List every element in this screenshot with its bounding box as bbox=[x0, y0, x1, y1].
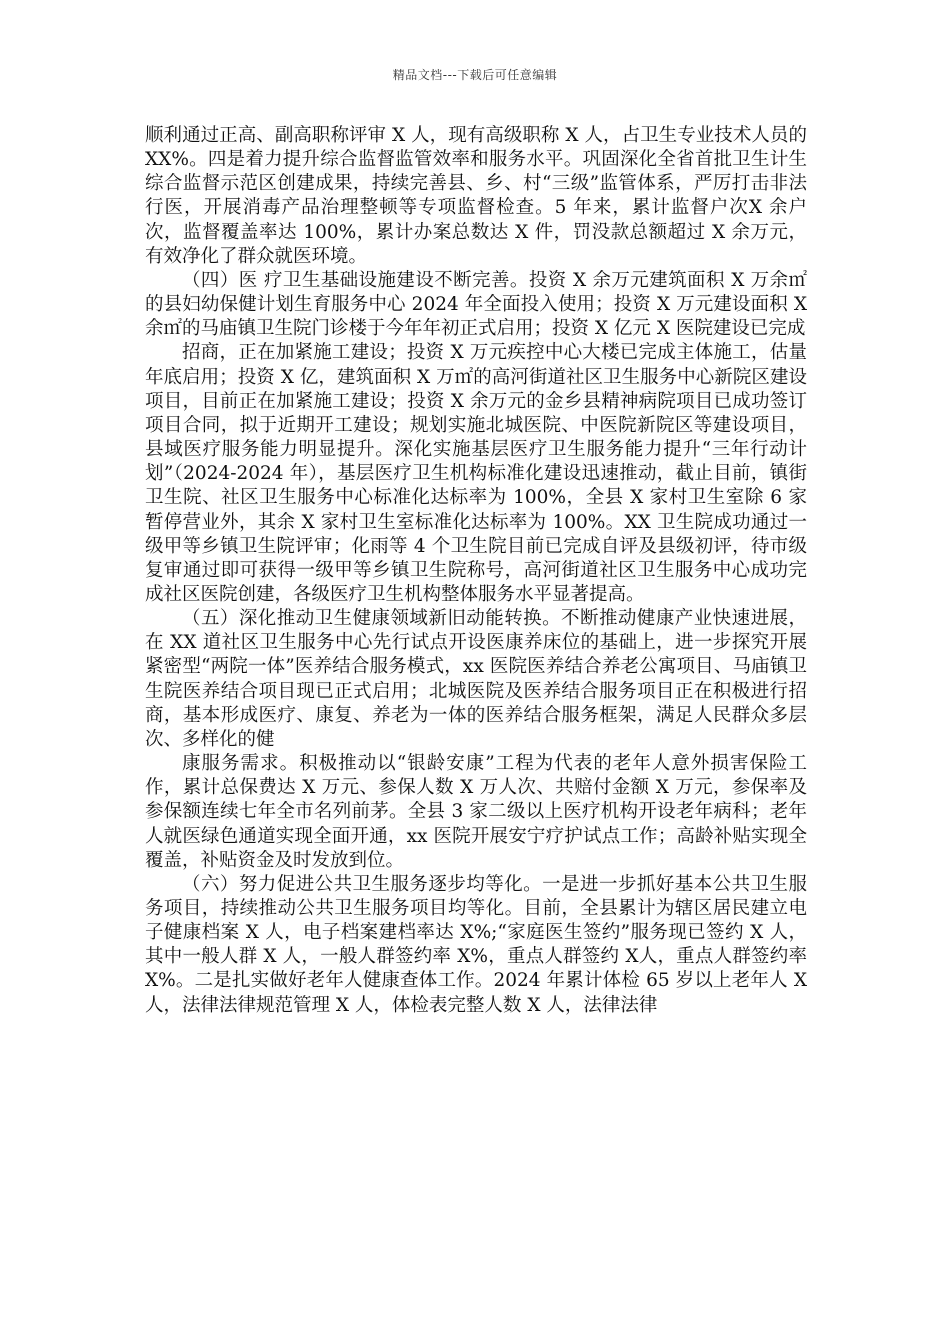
paragraph-1: 顺利通过正高、副高职称评审 X 人，现有高级职称 X 人，占卫生专业技术人员的 XX%。四是着力提升综合监督监管效率和服务水平。巩固深化全省首批卫生计生综合监督示范区创建成果，持续完善县、乡、村“三级”监管体系，严厉打击非法行医，开展消毒产品治理整顿等专项监督检查。5 年来，累计监督户次X 余户次，监督覆盖率达 100%，累计办案总数达 X 件，罚没款总额超过 X 余万元，有效净化了群众就医环境。 bbox=[145, 125, 807, 267]
paragraph-5: 康服务需求。积极推动以“银龄安康”工程为代表的老年人意外损害保险工作，累计总保费达 X 万元、参保人数 X 万人次、共赔付金额 X 万元，参保率及参保额连续七年全市名列前茅。全县 3 家二级以上医疗机构开设老年病科；老年人就医绿色通道实现全面开通，xx 医院开展安宁疗护试点工作；高龄补贴实现全覆盖，补贴资金及时发放到位。 bbox=[145, 753, 807, 871]
paragraph-6: （六）努力促进公共卫生服务逐步均等化。一是进一步抓好基本公共卫生服务项目，持续推动公共卫生服务项目均等化。目前，全县累计为辖区居民建立电子健康档案 X 人，电子档案建档率达 X%;“家庭医生签约”服务现已签约 X 人，其中一般人群 X 人，一般人群签约率 X%，重点人群签约 X人，重点人群签约率 X%。二是扎实做好老年人健康查体工作。2024 年累计体检 65 岁以上老年人 X 人，法律法律规范管理 X 人，体检表完整人数 X 人，法律法律 bbox=[145, 873, 807, 1016]
document-body bbox=[145, 124, 807, 1018]
paragraph-2: （四）医 疗卫生基础设施建设不断完善。投资 X 余万元建筑面积 X 万余㎡的县妇幼保健计划生育服务中心 2024 年全面投入使用；投资 X 万元建设面积 X 余㎡的马庙镇卫生院门诊楼于今年年初正式启用；投资 X 亿元 X 医院建设已完成 bbox=[145, 269, 807, 340]
paragraph-3: 招商，正在加紧施工建设；投资 X 万元疾控中心大楼已完成主体施工，估量年底启用；投资 X 亿，建筑面积 X 万㎡的高河街道社区卫生服务中心新院区建设项目，目前正在加紧施工建设；投资 X 余万元的金乡县精神病院项目已成功签订项目合同，拟于近期开工建设；规划实施北城医院、中医院新院区等建设项目，县域医疗服务能力明显提升。深化实施基层医疗卫生服务能力提升“三年行动计划”（2024-2024 年），基层医疗卫生机构标准化建设迅速推动，截止目前，镇街卫生院、社区卫生服务中心标准化达标率为 100%，全县 X 家村卫生室除 6 家暂停营业外，其余 X 家村卫生室标准化达标率为 100%。XX 卫生院成功通过一级甲等乡镇卫生院评审；化雨等 4 个卫生院目前已完成自评及县级初评，待市级复审通过即可获得一级甲等乡镇卫生院称号，高河街道社区卫生服务中心成功完成社区医院创建，各级医疗卫生机构整体服务水平显著提高。 bbox=[145, 342, 807, 605]
page-header: 精品文档---下载后可任意编辑 bbox=[392, 68, 558, 82]
paragraph-4: （五）深化推动卫生健康领域新旧动能转换。不断推动健康产业快速进展，在 XX 道社区卫生服务中心先行试点开设医康养床位的基础上，进一步探究开展紧密型“两院一体”医养结合服务模式，xx 医院医养结合养老公寓项目、马庙镇卫生院医养结合项目现已正式启用；北城医院及医养结合服务项目正在积极进行招商，基本形成医疗、康复、养老为一体的医养结合服务框架，满足人民群众多层次、多样化的健 bbox=[145, 608, 807, 750]
